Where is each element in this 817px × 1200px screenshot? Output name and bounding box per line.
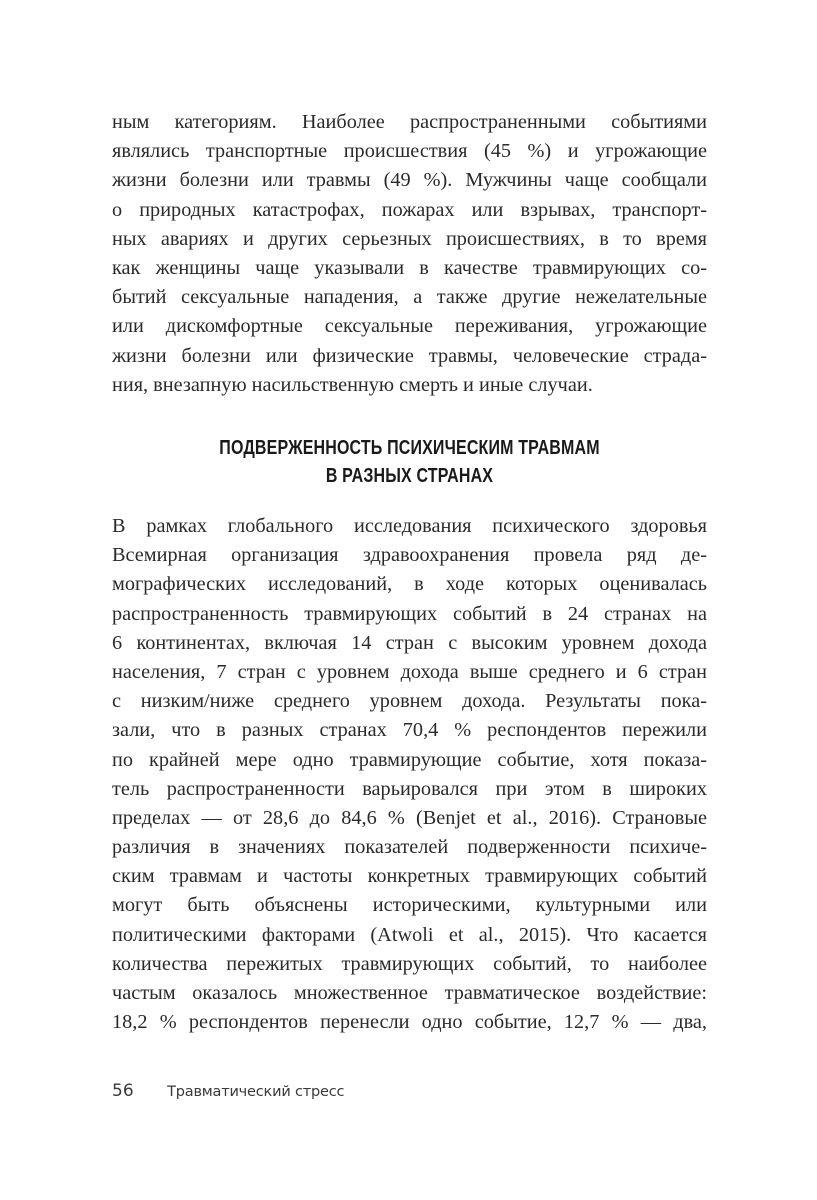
text-line: ным категориям. Наиболее распространенными событиями: [112, 111, 707, 133]
text-line: политическими факторами (Atwoli et al., 2015). Что касается: [112, 923, 707, 946]
text-line: ния, внезапную насильственную смерть и иные случаи.: [112, 373, 593, 396]
text-line: бытий сексуальные нападения, а также другие нежелательные: [112, 286, 707, 309]
text-line: ским травмам и частоты конкретных травмирующих событий: [112, 865, 707, 888]
text-line: или дискомфортные сексуальные переживания, угрожающие: [112, 315, 707, 338]
text-line: жизни болезни или травмы (49 %). Мужчины чаще сообщали: [112, 169, 707, 192]
paragraph-main: [112, 512, 707, 1037]
page-footer: [112, 1081, 344, 1101]
text-line: населения, 7 стран с уровнем дохода выше среднего и 6 стран: [112, 660, 707, 683]
text-line: о природных катастрофах, пожарах или взрывах, транспорт-: [112, 198, 707, 221]
text-line: мографических исследований, в ходе которых оценивалась: [112, 573, 707, 596]
section-heading: [172, 434, 648, 490]
text-line: 6 континентах, включая 14 стран с высоким уровнем дохода: [112, 631, 707, 654]
text-line: количества пережитых травмирующих событий, то наиболее: [112, 952, 707, 975]
page-number: 56: [112, 1081, 134, 1101]
text-line: с низким/ниже среднего уровнем дохода. Результаты пока-: [112, 690, 707, 713]
text-line: Всемирная организация здравоохранения провела ряд де-: [112, 544, 707, 567]
text-line: В рамках глобального исследования психического здоровья: [112, 515, 707, 537]
text-line: ных авариях и других серьезных происшествиях, в то время: [112, 227, 707, 250]
text-line: тель распространенности варьировался при этом в широких: [112, 777, 707, 800]
text-line: распространенность травмирующих событий в 24 странах на: [112, 602, 707, 625]
text-line: 18,2 % респондентов перенесли одно событие, 12,7 % — два,: [112, 1011, 707, 1034]
text-line: зали, что в разных странах 70,4 % респондентов пережили: [112, 719, 707, 742]
paragraph-continued: [112, 108, 707, 400]
section-heading-line-2: В РАЗНЫХ СТРАНАХ: [325, 465, 494, 487]
running-title: Травматический стресс: [167, 1084, 345, 1100]
text-line: по крайней мере одно травмирующие событие, хотя показа-: [112, 748, 707, 771]
text-line: частым оказалось множественное травматическое воздействие:: [112, 982, 707, 1004]
text-line: являлись транспортные происшествия (45 %) и угрожающие: [112, 140, 707, 163]
text-line: могут быть объяснены историческими, культурными или: [112, 894, 707, 917]
text-line: различия в значениях показателей подверженности психиче-: [112, 836, 707, 859]
text-line: как женщины чаще указывали в качестве травмирующих со-: [112, 256, 707, 279]
section-heading-line-1: ПОДВЕРЖЕННОСТЬ ПСИХИЧЕСКИМ ТРАВМАМ: [219, 437, 600, 459]
text-line: жизни болезни или физические травмы, человеческие страда-: [112, 344, 707, 367]
text-line: пределах — от 28,6 до 84,6 % (Benjet et al., 2016). Страновые: [112, 806, 707, 829]
